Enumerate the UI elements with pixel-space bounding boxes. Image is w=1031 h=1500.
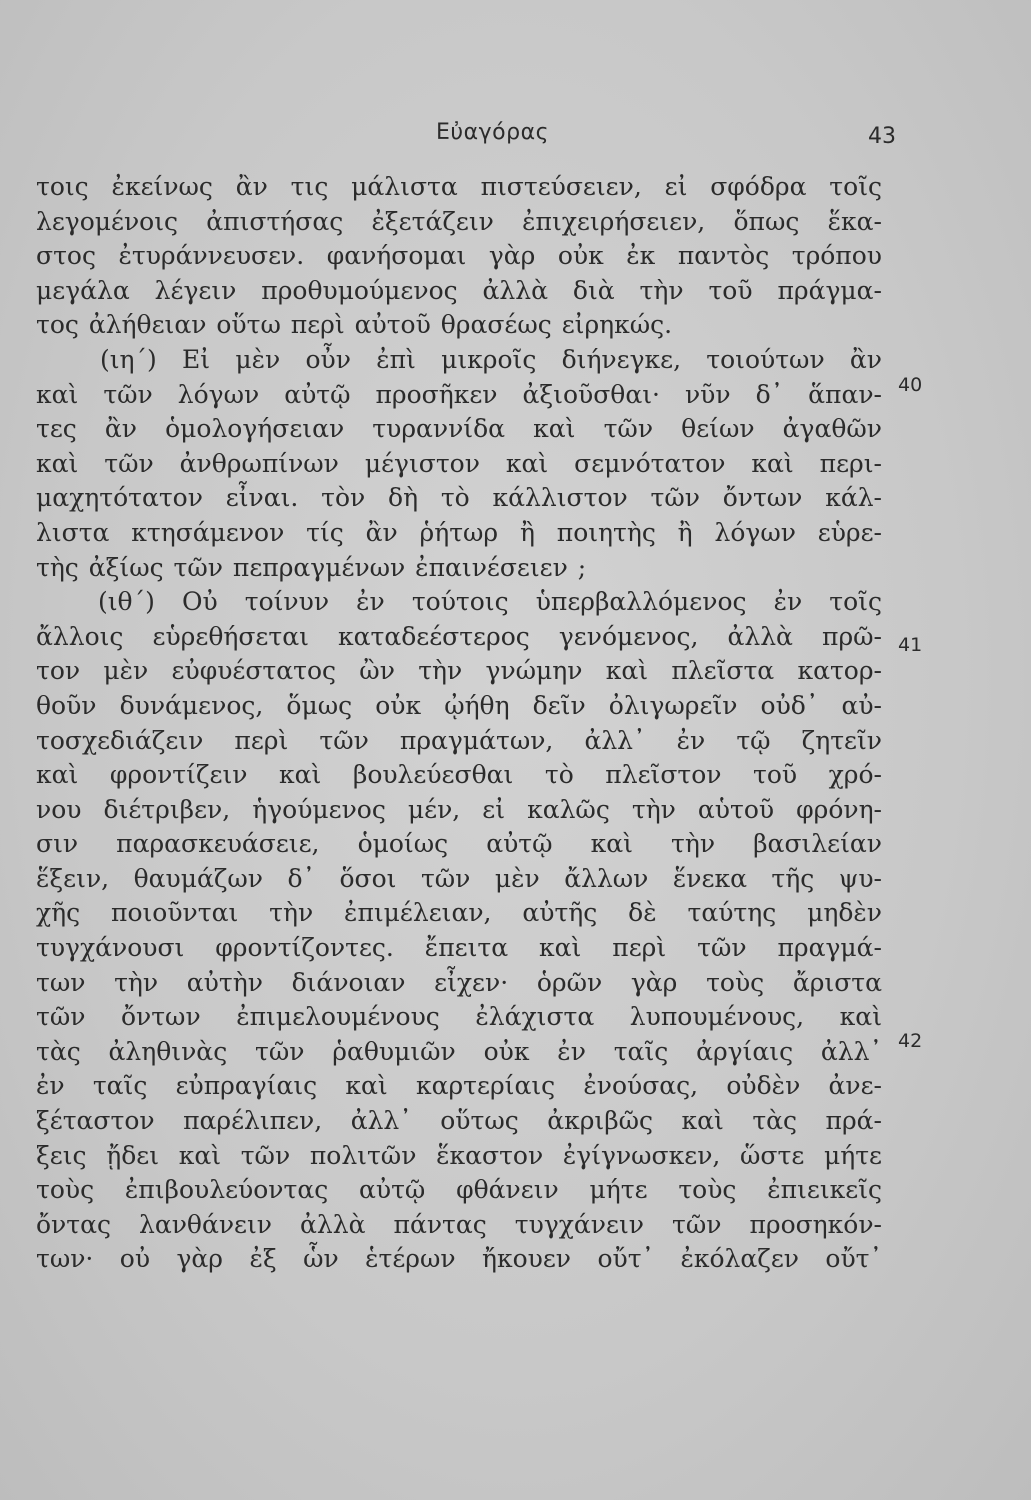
text-line: μεγάλα λέγειν προθυμούμενος ἀλλὰ διὰ τὴν τοῦ πράγμα- [36,275,882,305]
text-line: τον μὲν εὐφυέστατος ὢν τὴν γνώμην καὶ πλεῖστα κατορ- [36,656,882,686]
text-line: λεγομένοις ἀπιστήσας ἐξετάζειν ἐπιχειρήσειεν, ὅπως ἕκα- [36,206,882,236]
text-line: ἄλλοις εὑρεθήσεται καταδεέστερος γενόμενος, ἀλλὰ πρῶ- [36,621,882,651]
text-line: τῶν ὄντων ἐπιμελουμένους ἐλάχιστα λυπουμένους, καὶ [36,1002,882,1032]
text-line: των τὴν αὐτὴν διάνοιαν εἶχεν· ὁρῶν γὰρ τοὺς ἄριστα [36,967,882,997]
body-text [36,170,882,1277]
text-line: νου διέτριβεν, ἡγούμενος μέν, εἰ καλῶς τὴν αὑτοῦ φρόνη- [36,794,882,824]
margin-section-number: 42 [898,1030,923,1052]
text-line: χῆς ποιοῦνται τὴν ἐπιμέλειαν, αὐτῆς δὲ ταύτης μηδὲν [36,898,882,928]
page-number: 43 [868,124,896,149]
text-line: τες ἂν ὁμολογήσειαν τυραννίδα καὶ τῶν θείων ἀγαθῶν [36,414,882,444]
text-line: σιν παρασκευάσειε, ὁμοίως αὐτῷ καὶ τὴν βασιλείαν [36,829,882,859]
text-line: λιστα κτησάμενον τίς ἂν ῥήτωρ ἢ ποιητὴς ἢ λόγων εὑρε- [36,517,882,547]
text-line: τυγχάνουσι φροντίζοντες. ἔπειτα καὶ περὶ τῶν πραγμά- [36,933,882,963]
text-line: μαχητότατον εἶναι. τὸν δὴ τὸ κάλλιστον τῶν ὄντων κάλ- [36,483,882,513]
text-line: τὰς ἀληθινὰς τῶν ῥαθυμιῶν οὐκ ἐν ταῖς ἀργίαις ἀλλ᾽ [36,1036,882,1066]
text-line: ξεις ᾔδει καὶ τῶν πολιτῶν ἕκαστον ἐγίγνωσκεν, ὥστε μήτε [36,1140,882,1170]
text-line: τος ἀλήθειαν οὕτω περὶ αὐτοῦ θρασέως εἰρηκώς. [36,310,673,340]
text-line: των· οὐ γὰρ ἐξ ὧν ἑτέρων ἤκουεν οὔτ᾽ ἐκόλαζεν οὔτ᾽ [36,1244,882,1274]
text-line: ξέταστον παρέλιπεν, ἀλλ᾽ οὕτως ἀκριβῶς καὶ τὰς πρά- [36,1106,882,1136]
text-line-section-18: (ιη΄) Εἰ μὲν οὖν ἐπὶ μικροῖς διήνεγκε, τοιούτων ἂν [100,344,882,374]
text-line: θοῦν δυνάμενος, ὅμως οὐκ ᾠήθη δεῖν ὀλιγωρεῖν οὐδ᾽ αὐ- [36,690,882,720]
text-line-section-19: (ιθ΄) Οὐ τοίνυν ἐν τούτοις ὑπερβαλλόμενος ἐν τοῖς [98,587,882,617]
text-line: καὶ τῶν ἀνθρωπίνων μέγιστον καὶ σεμνότατον καὶ περι- [36,448,882,478]
text-line: καὶ φροντίζειν καὶ βουλεύεσθαι τὸ πλεῖστον τοῦ χρό- [36,760,882,790]
running-title: Εὐαγόρας [436,120,549,145]
text-line: στος ἐτυράννευσεν. φανήσομαι γὰρ οὐκ ἐκ παντὸς τρόπου [36,241,882,271]
text-line: τοις ἐκείνως ἂν τις μάλιστα πιστεύσειεν, εἰ σφόδρα τοῖς [36,172,882,201]
text-line: τοσχεδιάζειν περὶ τῶν πραγμάτων, ἀλλ᾽ ἐν τῷ ζητεῖν [36,725,882,755]
text-line: καὶ τῶν λόγων αὐτῷ προσῆκεν ἀξιοῦσθαι· νῦν δ᾽ ἅπαν- [36,379,882,409]
text-line: τοὺς ἐπιβουλεύοντας αὐτῷ φθάνειν μήτε τοὺς ἐπιεικεῖς [36,1175,882,1205]
text-line: ὄντας λανθάνειν ἀλλὰ πάντας τυγχάνειν τῶν προσηκόν- [36,1209,882,1239]
text-line: ἐν ταῖς εὐπραγίαις καὶ καρτερίαις ἐνούσας, οὐδὲν ἀνε- [36,1071,882,1101]
text-line: τὴς ἀξίως τῶν πεπραγμένων ἐπαινέσειεν ; [36,552,587,582]
text-line: ἕξειν, θαυμάζων δ᾽ ὅσοι τῶν μὲν ἄλλων ἕνεκα τῆς ψυ- [36,863,882,893]
margin-section-number: 41 [898,634,923,656]
margin-section-number: 40 [898,374,923,396]
